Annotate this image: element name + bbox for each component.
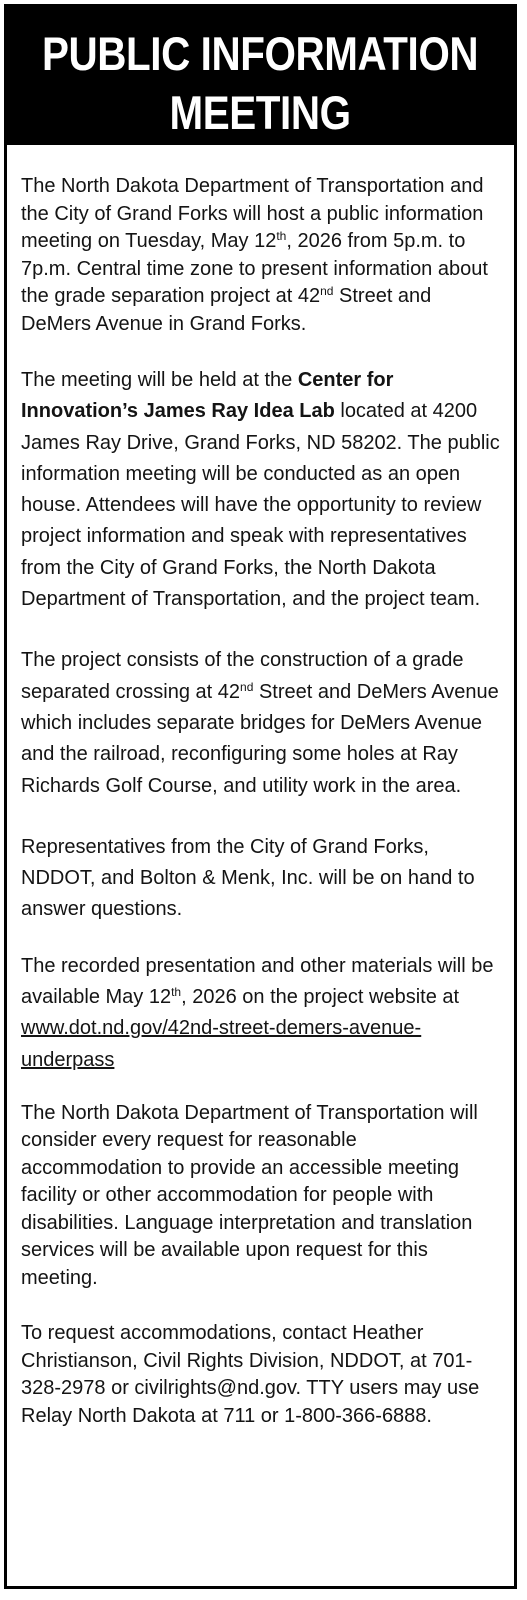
text: Street and DeMers Avenue which includes separate bridges for DeMers Avenue and the railroad, reconfiguring some holes at Ray Richards Golf Course, and utility work in the area. xyxy=(21,680,499,797)
notice-header xyxy=(7,7,514,145)
paragraph-location xyxy=(21,365,502,615)
paragraph-materials xyxy=(21,951,502,1076)
text: Street and DeMers Avenue in Grand Forks. xyxy=(21,285,432,335)
text: , 2026 from 5p.m. to 7p.m. Central time zone to present information about the grade separation project at 42 xyxy=(21,230,488,307)
text: The North Dakota Department of Transportation and the City of Grand Forks will host a public information meeting on Tuesday, May 12 xyxy=(21,175,484,252)
ordinal-suffix: th xyxy=(276,229,287,243)
text: The project consists of the construction of a grade separated crossing at 42 xyxy=(21,649,464,703)
notice-title-line1: PUBLIC INFORMATION xyxy=(42,27,479,80)
paragraph-contact: To request accommodations, contact Heather Christianson, Civil Rights Division, NDDOT, at 701-328-2978 or civilrights@nd.gov. TTY users may use Relay North Dakota at 711 or 1-800-366-6888. xyxy=(21,1322,480,1427)
paragraph-accessibility: The North Dakota Department of Transportation will consider every request for reasonable accommodation to provide an accessible meeting facility or other accommodation for people with disabilities. Language interpretation and translation services will be available upon request for this meeting. xyxy=(21,1101,478,1289)
paragraph-announcement xyxy=(21,173,502,338)
text: The meeting will be held at the xyxy=(21,369,298,391)
notice-title-line2: MEETING xyxy=(169,86,352,139)
paragraph-representatives: Representatives from the City of Grand Forks, NDDOT, and Bolton & Menk, Inc. will be on hand to answer questions. xyxy=(21,835,475,921)
venue-name: Center for Innovation’s James Ray Idea Lab xyxy=(21,369,394,423)
notice-body xyxy=(7,145,514,1430)
paragraph-project-scope xyxy=(21,645,502,801)
text: located at 4200 James Ray Drive, Grand Forks, ND 58202. The public information meeting will be conducted as an open house. Attendees will have the opportunity to review project information and speak with representatives from the City of Grand Forks, the North Dakota Department of Transportation, and the project team. xyxy=(21,400,500,611)
public-notice xyxy=(4,4,517,1589)
project-website-link[interactable]: www.dot.nd.gov/42nd-street-demers-avenue-underpass xyxy=(21,1017,422,1071)
ordinal-suffix: nd xyxy=(320,284,334,298)
text: The recorded presentation and other materials will be available May 12 xyxy=(21,954,494,1009)
text: , 2026 on the project website at xyxy=(181,986,460,1009)
ordinal-suffix: nd xyxy=(240,679,254,694)
ordinal-suffix: th xyxy=(171,985,182,1000)
